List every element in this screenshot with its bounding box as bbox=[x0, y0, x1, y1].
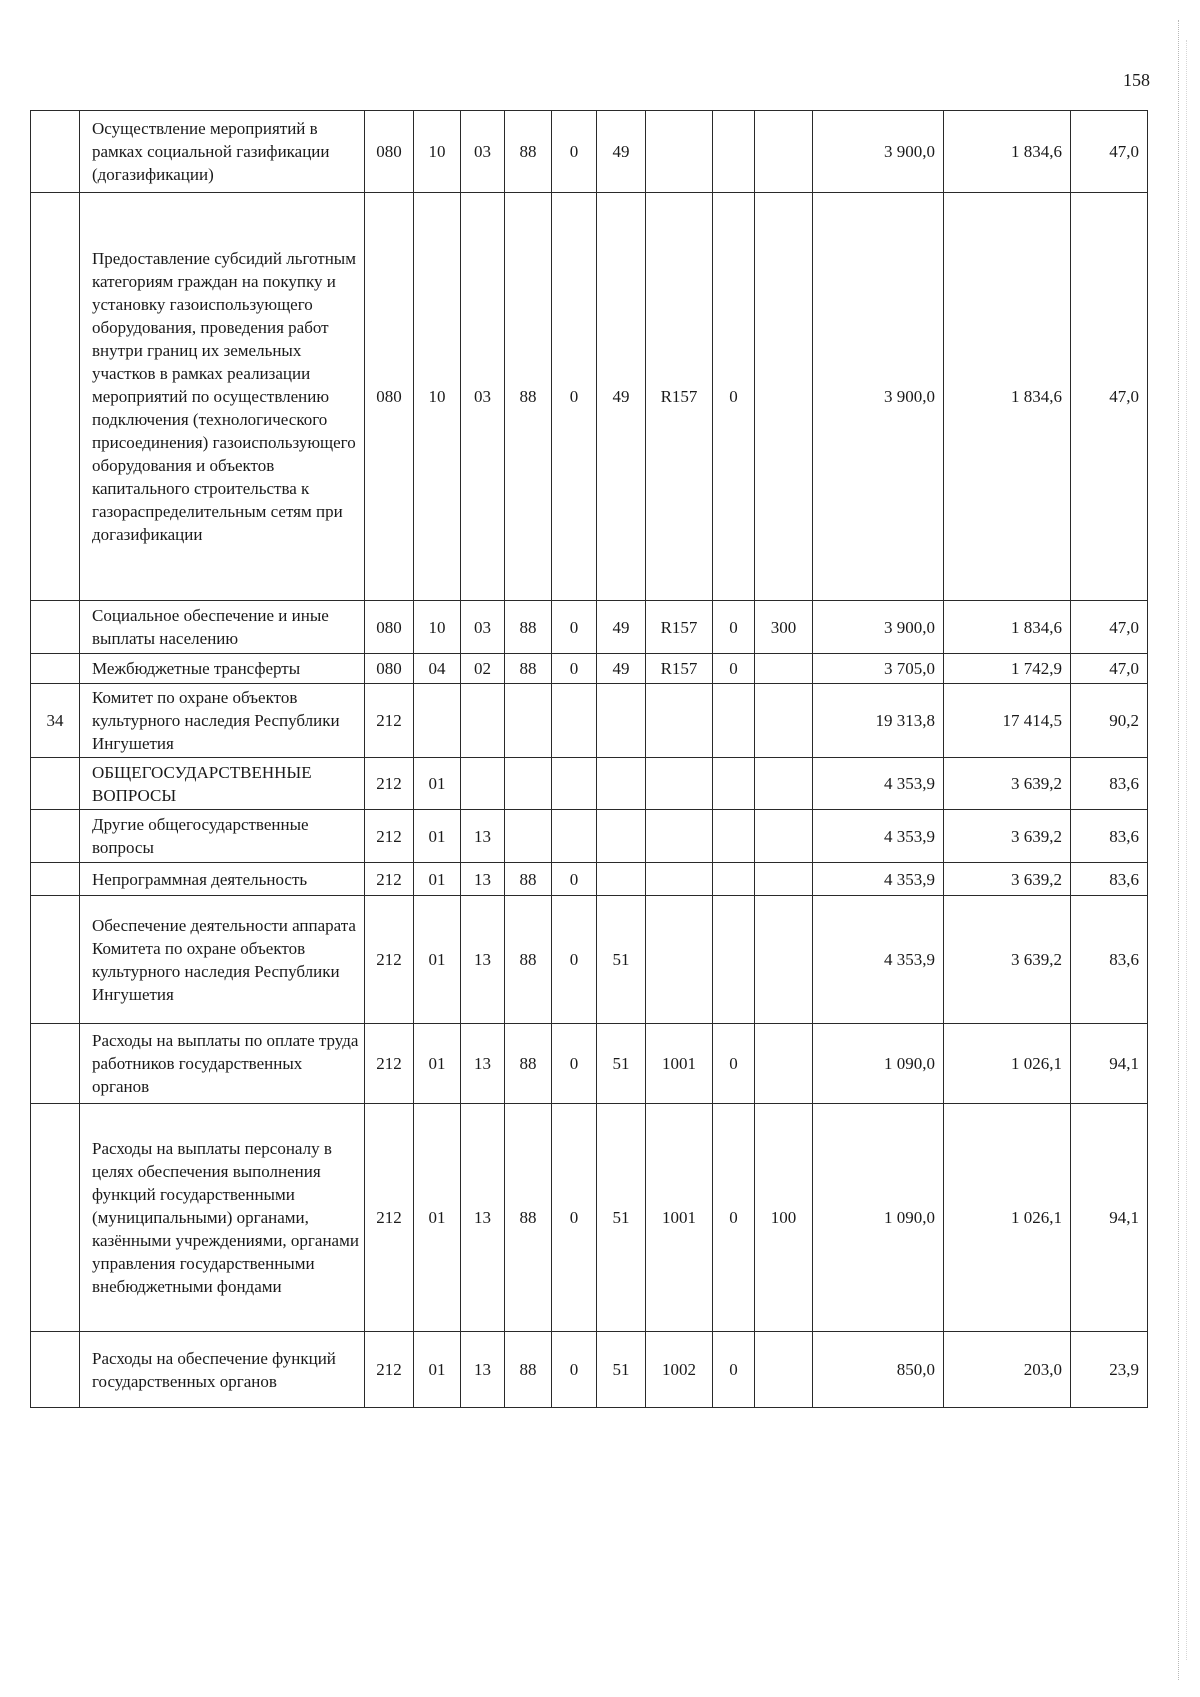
percent-value: 47,0 bbox=[1071, 601, 1148, 654]
code-cell: 10 bbox=[414, 601, 461, 654]
row-number bbox=[31, 1104, 80, 1332]
code-cell: 88 bbox=[505, 111, 552, 193]
code-cell: 49 bbox=[597, 193, 646, 601]
code-cell bbox=[597, 684, 646, 758]
plan-value: 3 900,0 bbox=[813, 601, 944, 654]
code-cell: 0 bbox=[552, 896, 597, 1024]
code-cell bbox=[461, 758, 505, 810]
code-cell: 10 bbox=[414, 193, 461, 601]
row-description: Другие общегосударственные вопросы bbox=[80, 810, 365, 863]
code-cell bbox=[713, 111, 755, 193]
code-cell bbox=[755, 1332, 813, 1408]
code-cell: R157 bbox=[646, 601, 713, 654]
code-cell: 212 bbox=[365, 684, 414, 758]
row-description: Расходы на выплаты персоналу в целях обеспечения выполнения функций государственными (муниципальными) органами, казёнными учреждениями, органами управления государственными внебюджетными фондами bbox=[80, 1104, 365, 1332]
page-number: 158 bbox=[1123, 70, 1150, 90]
code-cell: 49 bbox=[597, 601, 646, 654]
table-row bbox=[31, 896, 1148, 1024]
fact-value: 1 742,9 bbox=[944, 654, 1071, 684]
code-cell: 0 bbox=[552, 1332, 597, 1408]
code-cell bbox=[505, 684, 552, 758]
percent-value: 47,0 bbox=[1071, 111, 1148, 193]
code-cell bbox=[552, 684, 597, 758]
code-cell: 0 bbox=[713, 654, 755, 684]
code-cell: 212 bbox=[365, 810, 414, 863]
code-cell: 100 bbox=[755, 1104, 813, 1332]
row-number: 34 bbox=[31, 684, 80, 758]
percent-value: 83,6 bbox=[1071, 863, 1148, 896]
code-cell: 1002 bbox=[646, 1332, 713, 1408]
code-cell: 01 bbox=[414, 1024, 461, 1104]
code-cell bbox=[597, 758, 646, 810]
table-row bbox=[31, 810, 1148, 863]
plan-value: 3 900,0 bbox=[813, 193, 944, 601]
percent-value: 47,0 bbox=[1071, 193, 1148, 601]
code-cell: 080 bbox=[365, 654, 414, 684]
percent-value: 83,6 bbox=[1071, 810, 1148, 863]
code-cell: 01 bbox=[414, 810, 461, 863]
code-cell: 212 bbox=[365, 896, 414, 1024]
code-cell: 13 bbox=[461, 1104, 505, 1332]
code-cell: 51 bbox=[597, 896, 646, 1024]
code-cell: 13 bbox=[461, 1024, 505, 1104]
code-cell: 0 bbox=[552, 654, 597, 684]
row-number bbox=[31, 1332, 80, 1408]
table-row bbox=[31, 758, 1148, 810]
row-number bbox=[31, 1024, 80, 1104]
row-number bbox=[31, 863, 80, 896]
code-cell: 080 bbox=[365, 111, 414, 193]
row-number bbox=[31, 601, 80, 654]
table-row bbox=[31, 193, 1148, 601]
fact-value: 203,0 bbox=[944, 1332, 1071, 1408]
row-number bbox=[31, 896, 80, 1024]
code-cell: 1001 bbox=[646, 1024, 713, 1104]
fact-value: 1 026,1 bbox=[944, 1024, 1071, 1104]
code-cell bbox=[713, 684, 755, 758]
code-cell bbox=[713, 863, 755, 896]
row-description: Расходы на выплаты по оплате труда работников государственных органов bbox=[80, 1024, 365, 1104]
code-cell bbox=[505, 758, 552, 810]
code-cell: 0 bbox=[552, 1024, 597, 1104]
code-cell: 0 bbox=[713, 1332, 755, 1408]
code-cell bbox=[597, 810, 646, 863]
code-cell: 13 bbox=[461, 810, 505, 863]
percent-value: 23,9 bbox=[1071, 1332, 1148, 1408]
code-cell bbox=[646, 896, 713, 1024]
code-cell: 1001 bbox=[646, 1104, 713, 1332]
code-cell bbox=[755, 1024, 813, 1104]
table-row bbox=[31, 1104, 1148, 1332]
code-cell bbox=[755, 654, 813, 684]
code-cell: 212 bbox=[365, 758, 414, 810]
fact-value: 3 639,2 bbox=[944, 863, 1071, 896]
code-cell: 080 bbox=[365, 193, 414, 601]
code-cell: 51 bbox=[597, 1024, 646, 1104]
row-number bbox=[31, 654, 80, 684]
code-cell: 88 bbox=[505, 896, 552, 1024]
table-row bbox=[31, 1024, 1148, 1104]
plan-value: 19 313,8 bbox=[813, 684, 944, 758]
row-number bbox=[31, 111, 80, 193]
code-cell: 01 bbox=[414, 863, 461, 896]
code-cell: 0 bbox=[552, 193, 597, 601]
code-cell: 0 bbox=[552, 1104, 597, 1332]
row-description: Расходы на обеспечение функций государственных органов bbox=[80, 1332, 365, 1408]
code-cell bbox=[552, 758, 597, 810]
fact-value: 1 834,6 bbox=[944, 193, 1071, 601]
code-cell: 13 bbox=[461, 1332, 505, 1408]
fact-value: 1 834,6 bbox=[944, 601, 1071, 654]
code-cell: R157 bbox=[646, 654, 713, 684]
code-cell: 01 bbox=[414, 896, 461, 1024]
code-cell: 03 bbox=[461, 601, 505, 654]
fact-value: 3 639,2 bbox=[944, 810, 1071, 863]
code-cell: 212 bbox=[365, 1024, 414, 1104]
code-cell: 04 bbox=[414, 654, 461, 684]
row-description: Осуществление мероприятий в рамках социальной газификации (догазификации) bbox=[80, 111, 365, 193]
code-cell bbox=[646, 111, 713, 193]
code-cell: 02 bbox=[461, 654, 505, 684]
plan-value: 4 353,9 bbox=[813, 863, 944, 896]
code-cell: 212 bbox=[365, 1332, 414, 1408]
margin-trim-line-secondary bbox=[1186, 40, 1187, 1660]
plan-value: 4 353,9 bbox=[813, 896, 944, 1024]
plan-value: 3 900,0 bbox=[813, 111, 944, 193]
code-cell: 0 bbox=[552, 863, 597, 896]
code-cell bbox=[414, 684, 461, 758]
plan-value: 3 705,0 bbox=[813, 654, 944, 684]
code-cell: 51 bbox=[597, 1332, 646, 1408]
table-row bbox=[31, 654, 1148, 684]
code-cell: 0 bbox=[713, 601, 755, 654]
percent-value: 94,1 bbox=[1071, 1104, 1148, 1332]
code-cell: 88 bbox=[505, 863, 552, 896]
row-description: Социальное обеспечение и иные выплаты населению bbox=[80, 601, 365, 654]
code-cell: 88 bbox=[505, 193, 552, 601]
fact-value: 17 414,5 bbox=[944, 684, 1071, 758]
row-description: Предоставление субсидий льготным категориям граждан на покупку и установку газоиспользующего оборудования, проведения работ внутри границ их земельных участков в рамках реализации мероприятий по осуществлению подключения (технологического присоединения) газоиспользующего оборудования и объектов капитального строительства к газораспределительным сетям при догазификации bbox=[80, 193, 365, 601]
plan-value: 4 353,9 bbox=[813, 758, 944, 810]
code-cell: 01 bbox=[414, 1332, 461, 1408]
code-cell: 49 bbox=[597, 111, 646, 193]
code-cell: 03 bbox=[461, 111, 505, 193]
code-cell bbox=[713, 758, 755, 810]
table-row bbox=[31, 1332, 1148, 1408]
code-cell bbox=[646, 758, 713, 810]
percent-value: 90,2 bbox=[1071, 684, 1148, 758]
code-cell bbox=[755, 810, 813, 863]
code-cell: 51 bbox=[597, 1104, 646, 1332]
code-cell: 88 bbox=[505, 601, 552, 654]
code-cell bbox=[505, 810, 552, 863]
code-cell: 080 bbox=[365, 601, 414, 654]
row-number bbox=[31, 758, 80, 810]
code-cell bbox=[597, 863, 646, 896]
code-cell: 49 bbox=[597, 654, 646, 684]
code-cell bbox=[646, 810, 713, 863]
code-cell bbox=[713, 896, 755, 1024]
code-cell: 0 bbox=[713, 1104, 755, 1332]
margin-trim-line bbox=[1178, 20, 1179, 1680]
code-cell: 212 bbox=[365, 863, 414, 896]
row-description: Межбюджетные трансферты bbox=[80, 654, 365, 684]
plan-value: 850,0 bbox=[813, 1332, 944, 1408]
code-cell bbox=[552, 810, 597, 863]
code-cell: R157 bbox=[646, 193, 713, 601]
fact-value: 1 834,6 bbox=[944, 111, 1071, 193]
code-cell: 03 bbox=[461, 193, 505, 601]
code-cell bbox=[646, 684, 713, 758]
code-cell bbox=[755, 758, 813, 810]
table-row bbox=[31, 863, 1148, 896]
code-cell: 0 bbox=[552, 111, 597, 193]
code-cell: 0 bbox=[713, 193, 755, 601]
code-cell bbox=[755, 193, 813, 601]
row-description: Обеспечение деятельности аппарата Комитета по охране объектов культурного наследия Республики Ингушетия bbox=[80, 896, 365, 1024]
budget-execution-table bbox=[30, 110, 1148, 1408]
code-cell: 01 bbox=[414, 758, 461, 810]
code-cell bbox=[755, 863, 813, 896]
code-cell: 88 bbox=[505, 1104, 552, 1332]
code-cell: 13 bbox=[461, 863, 505, 896]
percent-value: 47,0 bbox=[1071, 654, 1148, 684]
code-cell: 88 bbox=[505, 1024, 552, 1104]
code-cell bbox=[755, 684, 813, 758]
code-cell: 0 bbox=[552, 601, 597, 654]
row-number bbox=[31, 810, 80, 863]
fact-value: 3 639,2 bbox=[944, 896, 1071, 1024]
plan-value: 4 353,9 bbox=[813, 810, 944, 863]
table-row bbox=[31, 601, 1148, 654]
table-row bbox=[31, 111, 1148, 193]
percent-value: 83,6 bbox=[1071, 758, 1148, 810]
fact-value: 1 026,1 bbox=[944, 1104, 1071, 1332]
percent-value: 94,1 bbox=[1071, 1024, 1148, 1104]
code-cell: 212 bbox=[365, 1104, 414, 1332]
row-number bbox=[31, 193, 80, 601]
percent-value: 83,6 bbox=[1071, 896, 1148, 1024]
code-cell: 88 bbox=[505, 1332, 552, 1408]
row-description: Непрограммная деятельность bbox=[80, 863, 365, 896]
plan-value: 1 090,0 bbox=[813, 1024, 944, 1104]
table-row bbox=[31, 684, 1148, 758]
row-description: Комитет по охране объектов культурного наследия Республики Ингушетия bbox=[80, 684, 365, 758]
code-cell bbox=[755, 896, 813, 1024]
fact-value: 3 639,2 bbox=[944, 758, 1071, 810]
code-cell bbox=[646, 863, 713, 896]
code-cell: 01 bbox=[414, 1104, 461, 1332]
code-cell: 13 bbox=[461, 896, 505, 1024]
code-cell: 0 bbox=[713, 1024, 755, 1104]
code-cell: 300 bbox=[755, 601, 813, 654]
row-description: ОБЩЕГОСУДАРСТВЕННЫЕ ВОПРОСЫ bbox=[80, 758, 365, 810]
code-cell bbox=[713, 810, 755, 863]
code-cell: 88 bbox=[505, 654, 552, 684]
code-cell: 10 bbox=[414, 111, 461, 193]
code-cell bbox=[755, 111, 813, 193]
code-cell bbox=[461, 684, 505, 758]
plan-value: 1 090,0 bbox=[813, 1104, 944, 1332]
